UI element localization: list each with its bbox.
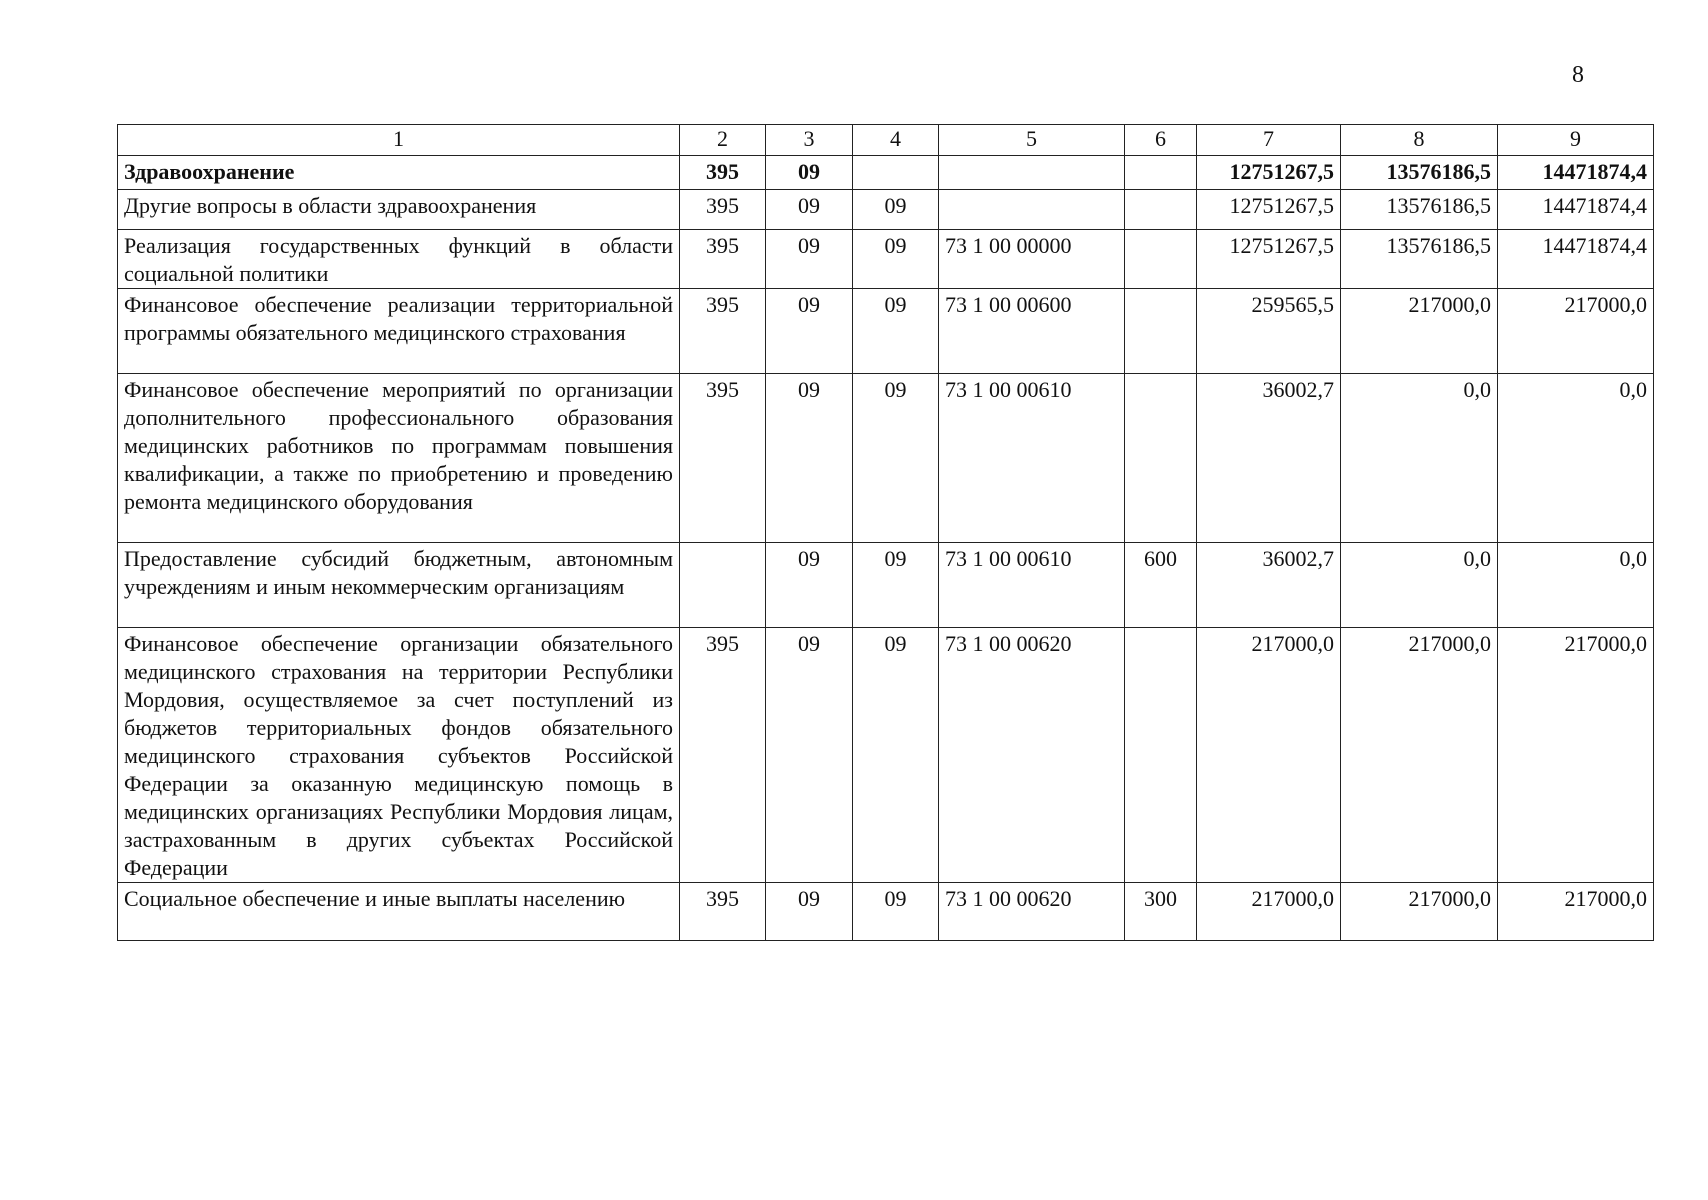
amount-col-7: 12751267,5 xyxy=(1197,156,1341,190)
table-row xyxy=(118,190,1654,230)
expense-type-code: 600 xyxy=(1125,543,1197,628)
amount-col-9: 14471874,4 xyxy=(1498,190,1654,230)
admin-code: 395 xyxy=(680,289,766,374)
table-row xyxy=(118,289,1654,374)
column-header: 4 xyxy=(853,125,939,156)
column-header: 2 xyxy=(680,125,766,156)
table-row xyxy=(118,374,1654,543)
subsection-code: 09 xyxy=(853,289,939,374)
admin-code xyxy=(680,543,766,628)
row-name: Другие вопросы в области здравоохранения xyxy=(118,190,680,230)
row-name: Реализация государственных функций в области социальной политики xyxy=(118,230,680,289)
row-name: Предоставление субсидий бюджетным, автономным учреждениям и иным некоммерческим организациям xyxy=(118,543,680,628)
target-article-code xyxy=(939,190,1125,230)
section-code: 09 xyxy=(766,289,853,374)
amount-col-7: 36002,7 xyxy=(1197,374,1341,543)
amount-col-9: 14471874,4 xyxy=(1498,156,1654,190)
expense-type-code xyxy=(1125,628,1197,883)
admin-code: 395 xyxy=(680,883,766,941)
amount-col-8: 0,0 xyxy=(1341,543,1498,628)
target-article-code: 73 1 00 00610 xyxy=(939,543,1125,628)
expense-type-code xyxy=(1125,374,1197,543)
amount-col-9: 0,0 xyxy=(1498,374,1654,543)
row-name: Финансовое обеспечение мероприятий по организации дополнительного профессионального образования медицинских работников по программам повышения квалификации, а также по приобретению и проведению ремонта медицинского оборудования xyxy=(118,374,680,543)
amount-col-8: 217000,0 xyxy=(1341,289,1498,374)
expense-type-code: 300 xyxy=(1125,883,1197,941)
section-code: 09 xyxy=(766,374,853,543)
subsection-code: 09 xyxy=(853,628,939,883)
amount-col-7: 217000,0 xyxy=(1197,628,1341,883)
amount-col-7: 217000,0 xyxy=(1197,883,1341,941)
admin-code: 395 xyxy=(680,230,766,289)
section-code: 09 xyxy=(766,230,853,289)
amount-col-7: 12751267,5 xyxy=(1197,230,1341,289)
target-article-code xyxy=(939,156,1125,190)
amount-col-8: 0,0 xyxy=(1341,374,1498,543)
page-number: 8 xyxy=(1572,62,1584,88)
table-row xyxy=(118,230,1654,289)
column-header: 3 xyxy=(766,125,853,156)
amount-col-7: 12751267,5 xyxy=(1197,190,1341,230)
column-header: 5 xyxy=(939,125,1125,156)
row-name: Финансовое обеспечение реализации территориальной программы обязательного медицинского страхования xyxy=(118,289,680,374)
admin-code: 395 xyxy=(680,156,766,190)
section-code: 09 xyxy=(766,190,853,230)
amount-col-8: 13576186,5 xyxy=(1341,156,1498,190)
target-article-code: 73 1 00 00610 xyxy=(939,374,1125,543)
amount-col-8: 217000,0 xyxy=(1341,883,1498,941)
amount-col-9: 217000,0 xyxy=(1498,289,1654,374)
table-row xyxy=(118,883,1654,941)
subsection-code: 09 xyxy=(853,543,939,628)
row-name: Социальное обеспечение и иные выплаты населению xyxy=(118,883,680,941)
amount-col-7: 259565,5 xyxy=(1197,289,1341,374)
section-code: 09 xyxy=(766,628,853,883)
subsection-code: 09 xyxy=(853,230,939,289)
column-header: 8 xyxy=(1341,125,1498,156)
amount-col-8: 13576186,5 xyxy=(1341,190,1498,230)
expense-type-code xyxy=(1125,230,1197,289)
subsection-code: 09 xyxy=(853,190,939,230)
subsection-code xyxy=(853,156,939,190)
table-header-row xyxy=(118,125,1654,156)
target-article-code: 73 1 00 00600 xyxy=(939,289,1125,374)
admin-code: 395 xyxy=(680,628,766,883)
section-code: 09 xyxy=(766,883,853,941)
column-header: 7 xyxy=(1197,125,1341,156)
subsection-code: 09 xyxy=(853,883,939,941)
expense-type-code xyxy=(1125,156,1197,190)
section-code: 09 xyxy=(766,543,853,628)
amount-col-7: 36002,7 xyxy=(1197,543,1341,628)
amount-col-8: 217000,0 xyxy=(1341,628,1498,883)
amount-col-9: 0,0 xyxy=(1498,543,1654,628)
expense-type-code xyxy=(1125,289,1197,374)
column-header: 9 xyxy=(1498,125,1654,156)
admin-code: 395 xyxy=(680,374,766,543)
target-article-code: 73 1 00 00000 xyxy=(939,230,1125,289)
subsection-code: 09 xyxy=(853,374,939,543)
amount-col-9: 217000,0 xyxy=(1498,628,1654,883)
row-name: Финансовое обеспечение организации обязательного медицинского страхования на территории Республики Мордовия, осуществляемое за счет поступлений из бюджетов территориальных фондов обязательного медицинского страхования субъектов Российской Федерации за оказанную медицинскую помощь в медицинских организациях Республики Мордовия лицам, застрахованным в других субъектах Российской Федерации xyxy=(118,628,680,883)
table-row xyxy=(118,156,1654,190)
table-row xyxy=(118,628,1654,883)
target-article-code: 73 1 00 00620 xyxy=(939,628,1125,883)
admin-code: 395 xyxy=(680,190,766,230)
column-header: 6 xyxy=(1125,125,1197,156)
amount-col-9: 217000,0 xyxy=(1498,883,1654,941)
amount-col-8: 13576186,5 xyxy=(1341,230,1498,289)
target-article-code: 73 1 00 00620 xyxy=(939,883,1125,941)
expense-type-code xyxy=(1125,190,1197,230)
amount-col-9: 14471874,4 xyxy=(1498,230,1654,289)
budget-table xyxy=(117,124,1654,941)
section-code: 09 xyxy=(766,156,853,190)
column-header: 1 xyxy=(118,125,680,156)
row-name: Здравоохранение xyxy=(118,156,680,190)
table-row xyxy=(118,543,1654,628)
